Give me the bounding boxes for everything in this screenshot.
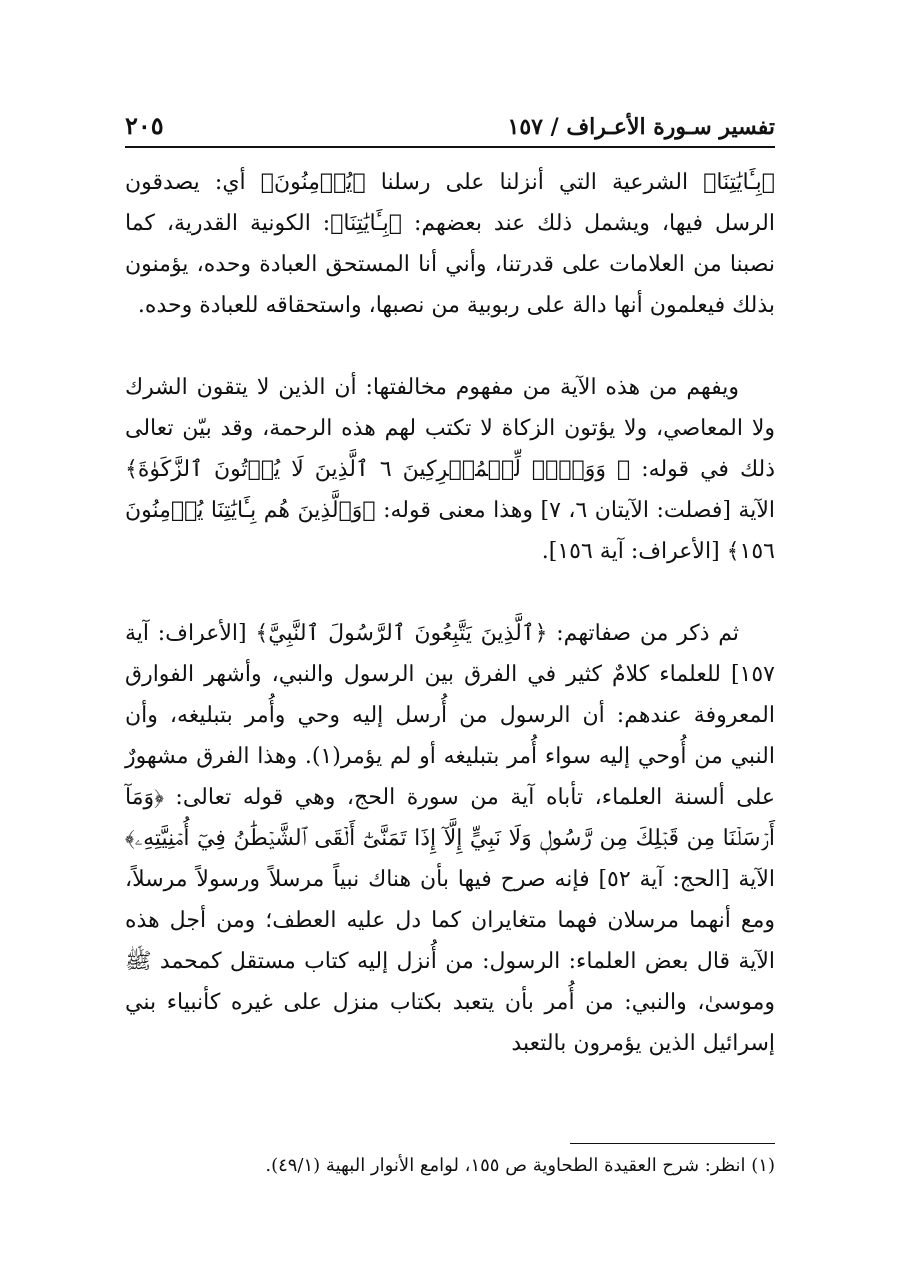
- paragraph-1: ﴿بِـَٔايَٰتِنَا﴾ الشرعية التي أنزلنا على رسلنا ﴿يُؤۡمِنُونَ﴾ أي: يصدقون الرسل فيها، ويشمل ذلك عند بعضهم: ﴿بِـَٔايَٰتِنَا﴾: الكونية القدرية، كما نصبنا من العلامات على قدرتنا، وأني أنا المستحق العبادة وحده، يؤمنون بذلك فيعلمون أنها دالة على ربوبية من نصبها، واستحقاقه للعبادة وحده.: [125, 170, 775, 318]
- paragraph-3: ثم ذكر من صفاتهم: ﴿ٱلَّذِينَ يَتَّبِعُونَ ٱلرَّسُولَ ٱلنَّبِيَّ﴾ [الأعراف: آية ١٥٧] للعلماء كلامٌ كثير في الفرق بين الرسول والنبي، وأشهر الفوارق المعروفة عندهم: أن الرسول من أُرسل إليه وحي وأُمر بتبليغه، وأن النبي من أُوحي إليه سواء أُمر بتبليغه أو لم يؤمر(١). وهذا الفرق مشهورٌ على ألسنة العلماء، تأباه آية من سورة الحج، وهي قوله تعالى: ﴿وَمَآ أَرۡسَلۡنَا مِن قَبۡلِكَ مِن رَّسُولٖ وَلَا نَبِيٍّ إِلَّآ إِذَا تَمَنَّىٰٓ أَلۡقَى ٱلشَّيۡطَٰنُ فِيٓ أُمۡنِيَّتِهِۦ﴾ الآية [الحج: آية ٥٢] فإنه صرح فيها بأن هناك نبياً مرسلاً ورسولاً مرسلاً، ومع أنهما مرسلان فهما متغايران كما دل عليه العطف؛ ومن أجل هذه الآية قال بعض العلماء: الرسول: من أُنزل إليه كتاب مستقل كمحمد ﷺ وموسىٰ، والنبي: من أُمر بأن يتعبد بكتاب منزل على غيره كأنبياء بني إسرائيل الذين يؤمرون بالتعبد: [125, 621, 775, 1056]
- footnote: (١) انظر: شرح العقيدة الطحاوية ص ١٥٥، لوامع الأنوار البهية (٤٩/١).: [265, 1155, 775, 1176]
- main-text: [125, 162, 775, 1064]
- book-page: [125, 108, 775, 1218]
- page-number: ٢٠٥: [125, 111, 164, 140]
- paragraph-2: ويفهم من هذه الآية من مفهوم مخالفتها: أن الذين لا يتقون الشرك ولا المعاصي، ولا يؤتون الزكاة لا تكتب لهم هذه الرحمة، وقد بيّن تعالى ذلك في قوله: ﴿ وَوَيۡلٞ لِّلۡمُشۡرِكِينَ ٦ ٱلَّذِينَ لَا يُؤۡتُونَ ٱلزَّكَوٰةَ﴾ الآية [فصلت: الآيتان ٦، ٧] وهذا معنى قوله: ﴿وَٱلَّذِينَ هُم بِـَٔايَٰتِنَا يُؤۡمِنُونَ ١٥٦﴾ [الأعراف: آية ١٥٦].: [125, 375, 776, 564]
- running-title: تفسير سـورة الأعـراف / ١٥٧: [507, 114, 775, 140]
- footnote-divider: [570, 1143, 775, 1144]
- running-header: [125, 108, 775, 148]
